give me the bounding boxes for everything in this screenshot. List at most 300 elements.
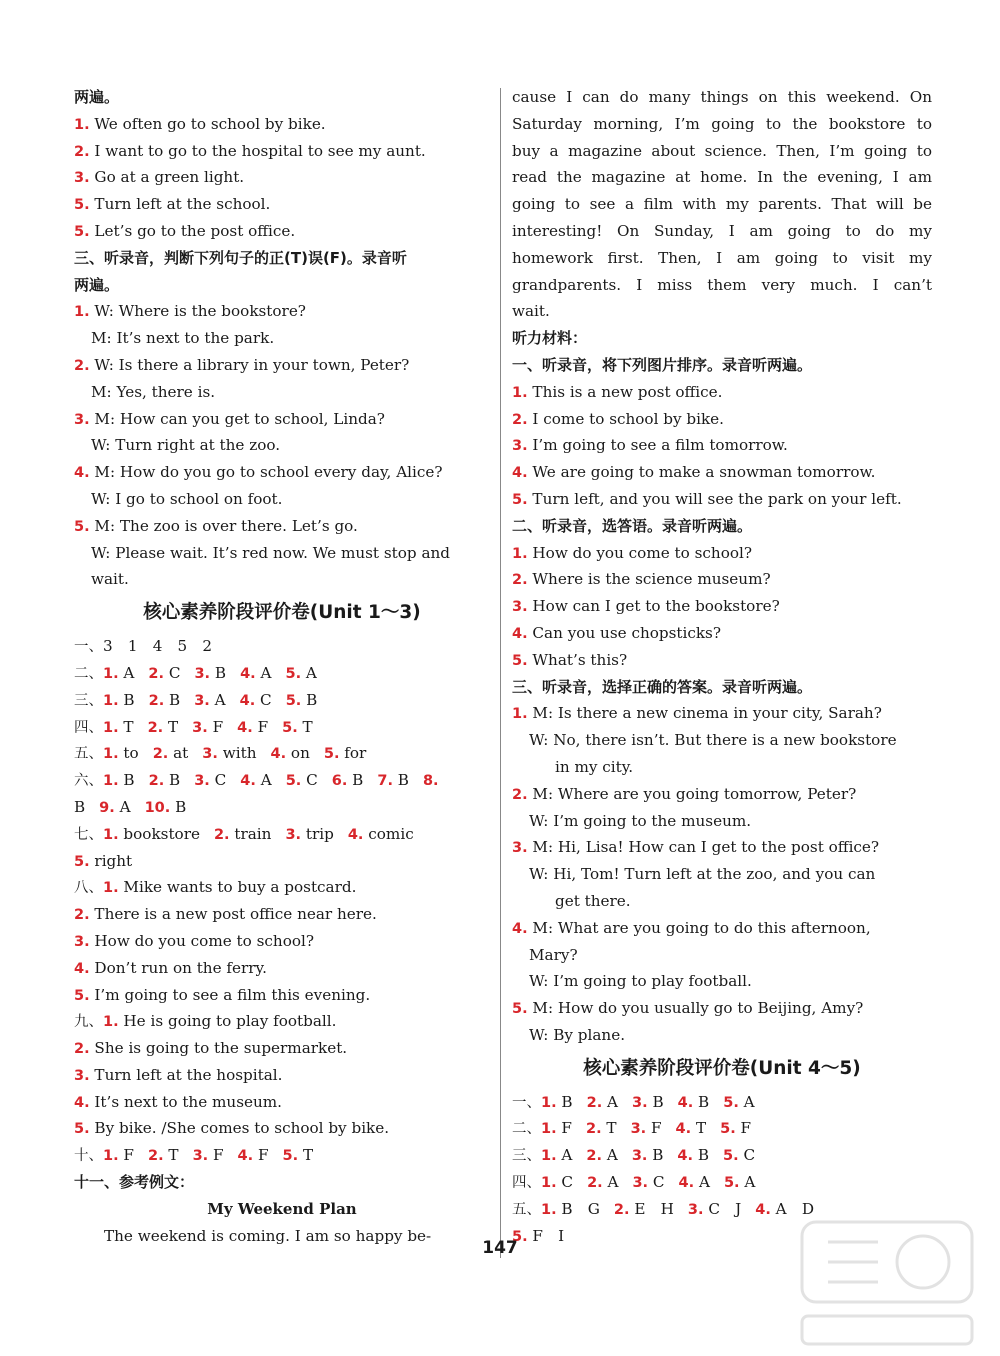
answer-value: A (118, 663, 135, 682)
answer-value: B G (556, 1199, 600, 1218)
answer-value: C (164, 663, 181, 682)
answer-value: B (210, 663, 227, 682)
answer-item (194, 660, 226, 687)
item-text: Where is the science museum? (527, 570, 771, 589)
dialog-reply: M: It’s next to the park. (91, 329, 275, 348)
answer-value: T (601, 1119, 617, 1138)
row-prefix: 三、 (512, 1148, 541, 1165)
item-number: 5. (512, 491, 528, 508)
essay-first-line: The weekend is coming. I am so happy be- (104, 1226, 432, 1245)
answer-item (74, 794, 85, 821)
answer-row-6 (74, 767, 490, 794)
list-item (74, 901, 490, 928)
answer-item (348, 821, 414, 848)
item-number: 5. (323, 746, 340, 763)
item-number: 6. (331, 773, 348, 790)
item-number: 5. (74, 223, 90, 240)
item-number: 2. (148, 692, 165, 709)
answer-value: F (253, 1146, 269, 1165)
answer-item (541, 1142, 572, 1169)
item-number: 3. (192, 719, 208, 736)
answer-value: T (118, 717, 134, 736)
item-number: 5. (74, 1121, 90, 1138)
answer-value: with (217, 744, 257, 763)
dialog-line: M: How can you get to school, Linda? (89, 409, 385, 428)
item-text: Don’t run on the ferry. (89, 958, 267, 977)
item-text: This is a new post office. (527, 382, 723, 401)
item-number: 2. (512, 572, 528, 589)
listening-section-2: 二、听录音，选答语。录音听两遍。 (512, 516, 753, 535)
item-number: 5. (723, 1175, 740, 1192)
list-item (74, 1035, 490, 1062)
essay-title: My Weekend Plan (207, 1199, 357, 1218)
item-number: 2. (512, 786, 528, 803)
list-item (74, 928, 490, 955)
dialog-reply: M: Yes, there is. (91, 382, 216, 401)
answer-item (541, 1169, 573, 1196)
item-number: 5. (512, 1001, 528, 1018)
item-number: 8. (422, 773, 439, 790)
item-number: 3. (74, 1067, 90, 1084)
row-prefix: 九、 (74, 1014, 103, 1031)
answer-item (632, 1142, 664, 1169)
item-number: 5. (723, 1148, 739, 1165)
item-number: 1. (512, 545, 528, 562)
answer-row-6-cont (74, 794, 490, 821)
answer-item (720, 1115, 751, 1142)
row-prefix: 十、 (74, 1148, 103, 1165)
answer-item (377, 767, 409, 794)
answer-item (286, 767, 318, 794)
item-number: 5. (285, 773, 302, 790)
list-item (512, 647, 932, 674)
answer-value: T (691, 1119, 707, 1138)
item-number: 3. (74, 933, 90, 950)
left-column (74, 84, 490, 1250)
item-number: 3. (687, 1201, 704, 1218)
answer-value: B (170, 797, 187, 816)
answer-value: on (286, 744, 310, 763)
item-number: 4. (755, 1201, 771, 1218)
list-item (74, 191, 490, 218)
listening-section-1: 一、听录音，将下列图片排序。录音听两遍。 (512, 355, 813, 374)
item-number: 5. (720, 1121, 736, 1138)
dialog-line: W: Where is the bookstore? (89, 302, 306, 321)
list-item (74, 1008, 490, 1035)
item-number: 5. (285, 692, 302, 709)
answer-item (153, 740, 189, 767)
row-prefix: 二、 (512, 1121, 541, 1138)
list-item (512, 540, 932, 567)
row-prefix: 五、 (74, 746, 103, 763)
answer-value: A (694, 1173, 710, 1192)
item-number: 4. (677, 1094, 694, 1111)
item-number: 5. (282, 719, 298, 736)
item-text: She is going to the supermarket. (89, 1039, 348, 1058)
item-number: 9. (99, 799, 115, 816)
answer-value: T (163, 717, 179, 736)
listening-section-3: 三、听录音，选择正确的答案。录音听两遍。 (512, 677, 813, 696)
item-text: Turn left at the school. (89, 195, 271, 214)
list-item (74, 874, 490, 901)
item-number: 4. (347, 826, 364, 843)
dialog-3-1 (512, 700, 932, 727)
item-number: 4. (512, 465, 528, 482)
dialog-3-3 (512, 834, 932, 861)
unit-1-3-title: 核心素养阶段评价卷(Unit 1～3) (143, 602, 421, 624)
answer-item (103, 740, 139, 767)
answer-item (541, 1115, 572, 1142)
item-text: We often go to school by bike. (89, 114, 326, 133)
dialog-3-4 (512, 915, 932, 942)
item-text: I come to school by bike. (527, 409, 724, 428)
list-item (74, 955, 490, 982)
answer-value: A (255, 663, 272, 682)
answer-item (194, 767, 226, 794)
item-number: 5. (512, 1228, 528, 1245)
answer-item (192, 714, 223, 741)
answer-value: A (602, 1173, 619, 1192)
item-number: 3. (194, 665, 211, 682)
answer-item (586, 1115, 617, 1142)
item-text: Go at a green light. (89, 168, 245, 187)
item-number: 4. (675, 1121, 692, 1138)
list-item (74, 218, 490, 245)
item-number: 2. (74, 357, 90, 374)
dialog-question (74, 459, 490, 486)
essay-line: wait. (512, 302, 550, 321)
page-number: 147 (482, 1238, 518, 1258)
dialog-question (74, 513, 490, 540)
row-prefix: 五、 (512, 1201, 541, 1218)
list-item (512, 406, 932, 433)
item-number: 1. (103, 665, 119, 682)
item-number: 2. (213, 826, 230, 843)
row-prefix: 六、 (74, 773, 103, 790)
answer-item (631, 1115, 662, 1142)
item-text: Let’s go to the post office. (89, 221, 296, 240)
dialog-line: W: Is there a library in your town, Peter? (89, 355, 410, 374)
answer-row-7 (74, 821, 490, 848)
answer-value: F I (527, 1226, 565, 1245)
answer-value: B (392, 771, 409, 790)
dialog-3-2-reply: W: I’m going to the museum. (529, 811, 752, 830)
answer-value: at (168, 744, 189, 763)
answer-list-8 (74, 874, 490, 1008)
answer-item (632, 1089, 664, 1116)
answer-item (324, 740, 366, 767)
row-prefix: 四、 (74, 719, 103, 736)
answer-item (103, 714, 134, 741)
answer-item (148, 660, 180, 687)
answer-item (679, 1169, 710, 1196)
unit-4-5-title: 核心素养阶段评价卷(Unit 4～5) (583, 1057, 861, 1079)
item-number: 3. (74, 411, 90, 428)
item-number: 4. (237, 719, 253, 736)
answer-value: F (118, 1146, 134, 1165)
item-number: 1. (103, 1148, 119, 1165)
item-number: 4. (240, 773, 256, 790)
item-number: 2. (147, 1148, 164, 1165)
answer-item (586, 1142, 617, 1169)
answer-item (149, 687, 181, 714)
section-heading-11: 十一、参考例文： (74, 1173, 195, 1192)
answer-item (723, 1142, 755, 1169)
dialog-reply: W: Turn right at the zoo. (91, 436, 281, 455)
item-number: 3. (632, 1094, 648, 1111)
answer-value: train (229, 824, 272, 843)
answer-value: B (647, 1092, 664, 1111)
answer-item (283, 1142, 314, 1169)
answer-row-4 (74, 714, 490, 741)
answer-value: bookstore (118, 824, 200, 843)
answer-value: B (164, 771, 181, 790)
item-text: It’s next to the museum. (89, 1092, 283, 1111)
answer-value: A (556, 1146, 573, 1165)
item-text: There is a new post office near here. (89, 905, 377, 924)
answer-value: B (118, 690, 135, 709)
answer-item (194, 687, 225, 714)
answer-value: comic (363, 824, 414, 843)
answer-item (240, 687, 272, 714)
essay-line: homework first. Then, I am going to visit my (512, 248, 932, 267)
row-prefix: 二、 (74, 665, 103, 682)
section-heading-3: 三、听录音，判断下列句子的正(T)误(F)。录音听 (74, 248, 407, 267)
answer-item (270, 740, 309, 767)
answer-value: to (118, 744, 139, 763)
answer-value: C (209, 771, 227, 790)
answer-value: for (339, 744, 367, 763)
item-number: 1. (103, 1014, 119, 1031)
answer-item (103, 687, 135, 714)
answer-item (103, 660, 134, 687)
dialog-line: M: Where are you going tomorrow, Peter? (527, 784, 857, 803)
item-number: 4. (74, 1094, 90, 1111)
item-number: 5. (512, 652, 528, 669)
answer-value: F (207, 717, 224, 736)
list-item (512, 566, 932, 593)
row-prefix: 一、 (74, 639, 103, 656)
dialog-3-2 (512, 781, 932, 808)
answer-item (193, 1142, 224, 1169)
item-number: 1. (512, 384, 528, 401)
answer-value: A (255, 771, 272, 790)
answer-item (145, 794, 187, 821)
list-item (74, 164, 490, 191)
essay-line: grandparents. I miss them very much. I can’t (512, 275, 932, 294)
dialog-line: M: How do you usually go to Beijing, Amy? (527, 999, 864, 1018)
dialog-reply: W: I go to school on foot. (91, 489, 283, 508)
answer-list-9 (74, 1008, 490, 1142)
item-text: How can I get to the bookstore? (527, 597, 780, 616)
item-number: 1. (541, 1148, 557, 1165)
list-item (512, 459, 932, 486)
dialog-line: M: Hi, Lisa! How can I get to the post office? (527, 838, 880, 857)
dialog-3-5 (512, 995, 932, 1022)
section-heading-3-cont: 两遍。 (74, 275, 120, 294)
item-number: 5. (74, 518, 90, 535)
answer-value: C (255, 690, 272, 709)
item-number: 1. (541, 1121, 557, 1138)
dialog-line: M: Is there a new cinema in your city, Sarah? (527, 704, 882, 723)
item-number: 4. (74, 960, 90, 977)
answer-row-2 (74, 660, 490, 687)
answer-item (587, 1089, 618, 1116)
item-number: 2. (74, 143, 90, 160)
item-number: 2. (74, 1041, 90, 1058)
answer-value: F (556, 1119, 572, 1138)
answer-value: A (209, 690, 226, 709)
answer-value: A (602, 1092, 619, 1111)
item-text: Mike wants to buy a postcard. (118, 878, 357, 897)
item-number: 3. (285, 826, 302, 843)
answer-row-a4 (512, 1169, 932, 1196)
answer-value: C (301, 771, 318, 790)
item-number: 3. (512, 599, 528, 616)
list-item (512, 620, 932, 647)
item-number: 1. (74, 304, 90, 321)
item-number: 4. (239, 692, 256, 709)
item-number: 3. (632, 1175, 649, 1192)
item-number: 7. (377, 773, 393, 790)
item-number: 4. (677, 1148, 694, 1165)
essay-line: cause I can do many things on this weekend. On (512, 88, 932, 106)
listening-material-title: 听力材料： (512, 329, 588, 348)
answer-item (148, 1142, 179, 1169)
answer-value: A (738, 1092, 755, 1111)
item-text: Can you use chopsticks? (527, 623, 721, 642)
item-number: 3. (74, 170, 90, 187)
essay-line: going to see a film with my parents. That will be (512, 195, 932, 214)
dialog-3-5-reply: W: By plane. (529, 1025, 626, 1044)
item-text: Turn left at the hospital. (89, 1065, 283, 1084)
answer-value: T (297, 717, 313, 736)
row-prefix: 七、 (74, 826, 103, 843)
row-prefix: 八、 (74, 880, 103, 897)
answer-value: F (735, 1119, 752, 1138)
item-number: 4. (270, 746, 287, 763)
item-number: 5. (723, 1094, 739, 1111)
item-number: 1. (541, 1094, 557, 1111)
item-number: 1. (541, 1175, 557, 1192)
dialog-3-3-reply: W: Hi, Tom! Turn left at the zoo, and you can (529, 865, 876, 884)
item-number: 2. (148, 665, 165, 682)
answer-item (240, 767, 271, 794)
item-text: I’m going to see a film this evening. (89, 985, 371, 1004)
item-text: What’s this? (527, 650, 628, 669)
list-item (512, 593, 932, 620)
item-number: 5. (285, 665, 302, 682)
answer-item (632, 1169, 664, 1196)
item-number: 4. (678, 1175, 695, 1192)
list-item (74, 1089, 490, 1116)
item-number: 2. (586, 1148, 603, 1165)
dialog-line: M: The zoo is over there. Let’s go. (89, 516, 358, 535)
item-number: 1. (103, 746, 119, 763)
dialog-3-4-reply: W: I’m going to play football. (529, 972, 752, 991)
item-text: By bike. /She comes to school by bike. (89, 1119, 390, 1138)
row-values: 3 1 4 5 2 (103, 637, 213, 656)
answer-row-a2 (512, 1115, 932, 1142)
answer-item (202, 740, 256, 767)
answer-value: B (301, 690, 318, 709)
answer-item (688, 1196, 741, 1223)
answer-value: A D (770, 1199, 815, 1218)
answer-item (541, 1089, 573, 1116)
item-number: 5. (282, 1148, 299, 1165)
answer-item (332, 767, 364, 794)
answer-item (149, 767, 181, 794)
item-number: 3. (194, 773, 210, 790)
item-number: 2. (613, 1201, 630, 1218)
answer-value: B (164, 690, 181, 709)
item-text: I want to go to the hospital to see my aunt. (89, 141, 426, 160)
dialog-reply: W: Please wait. It’s red now. We must stop and (91, 543, 451, 562)
item-number: 2. (512, 411, 528, 428)
answer-value: B (556, 1092, 573, 1111)
list-item (512, 379, 932, 406)
item-number: 5. (74, 197, 90, 214)
section-continuation: 两遍。 (74, 88, 120, 106)
item-number: 2. (147, 719, 164, 736)
item-number: 3. (202, 746, 218, 763)
list-item (74, 138, 490, 165)
list-item (74, 1062, 490, 1089)
answer-value: B (693, 1146, 710, 1165)
answer-value: A (114, 797, 131, 816)
answer-item (676, 1115, 707, 1142)
row-prefix: 一、 (512, 1094, 541, 1111)
item-number: 2. (148, 773, 165, 790)
answer-value: A (301, 663, 317, 682)
answer-item (74, 848, 132, 875)
answer-item (286, 687, 318, 714)
answer-item (723, 1089, 754, 1116)
list-item (512, 486, 932, 513)
item-number: 1. (541, 1201, 557, 1218)
answer-item (240, 660, 271, 687)
item-number: 3. (192, 1148, 209, 1165)
answer-value: A (739, 1173, 756, 1192)
item-number: 3. (512, 438, 528, 455)
answer-item (99, 794, 130, 821)
answer-item (214, 821, 272, 848)
dialog-3-3-reply-cont: get there. (555, 891, 631, 910)
item-number: 4. (512, 625, 528, 642)
answer-value: C J (703, 1199, 742, 1218)
listening-list-1 (512, 379, 932, 513)
item-number: 2. (587, 1175, 603, 1192)
answer-row-3 (74, 687, 490, 714)
answer-value: C (738, 1146, 756, 1165)
essay-line: interesting! On Sunday, I am going to do my (512, 221, 932, 240)
list-item (512, 432, 932, 459)
answer-value: B (74, 797, 86, 816)
item-number: 3. (630, 1121, 647, 1138)
item-number: 5. (74, 987, 90, 1004)
right-column (512, 84, 932, 1249)
listening-list-2 (512, 540, 932, 674)
answer-row-7-cont (74, 848, 490, 875)
answer-item (678, 1089, 710, 1116)
answer-item (724, 1169, 755, 1196)
answer-item (423, 767, 439, 794)
answer-item (103, 821, 200, 848)
answer-value: right (89, 851, 133, 870)
item-number: 3. (194, 692, 210, 709)
answer-value: B (118, 771, 135, 790)
answer-item (541, 1196, 600, 1223)
